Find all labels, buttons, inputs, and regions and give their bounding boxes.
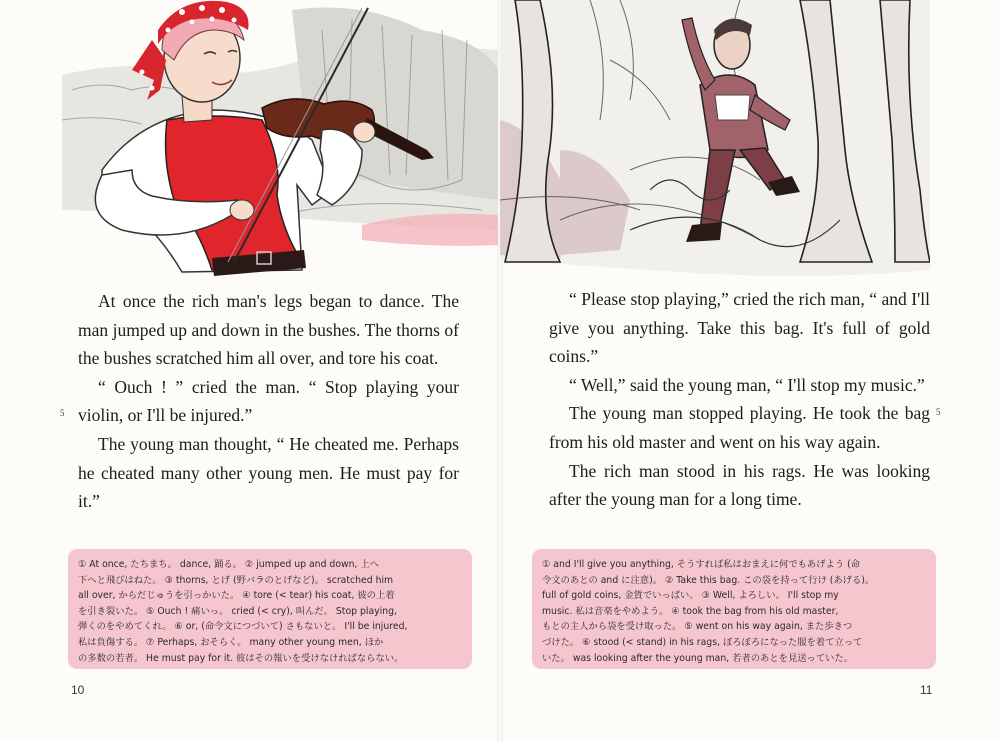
line-marker: 5 <box>936 407 941 417</box>
note-line: もとの主人から袋を受け取った。 ⑤ went on his way again, また歩きつ <box>542 621 853 633</box>
story-paragraph: The rich man stood in his rags. He was looking after the young man for a long time. <box>549 460 930 510</box>
story-paragraph: “ Well,” said the young man, “ I'll stop my music.” <box>569 374 925 395</box>
note-line: の多数の若者。 He must pay for it. 彼はその報いを受けなければならない。 <box>78 652 404 664</box>
note-line: 弾くのをやめてくれ。 ⑥ or, (命令文につづいて) さもないと。 I'll be injured, <box>78 621 408 633</box>
line-marker: 5 <box>60 408 65 418</box>
story-paragraph: The young man thought, “ He cheated me. Perhaps he cheated many other young men. He must pay for it.” <box>78 433 459 512</box>
story-paragraph: The young man stopped playing. He took the bag from his old master and went on his way again. <box>549 403 930 452</box>
story-text-left <box>78 287 459 516</box>
note-line: いた。 was looking after the young man, 若者のあとを見送っていた。 <box>542 652 854 664</box>
story-text-right <box>549 285 930 514</box>
note-line: を引き裂いた。 ⑤ Ouch ! 痛いっ。 cried (< cry), 叫んだ。 Stop playing, <box>78 605 398 617</box>
note-line: music. 私は音楽をやめよう。 ④ took the bag from his old master, <box>542 605 839 617</box>
illustration-violinist <box>62 0 498 280</box>
note-line: ① At once, たちまち。 dance, 踊る。 ② jumped up and down, 上へ <box>78 559 380 570</box>
page-number: 10 <box>71 683 85 697</box>
note-line: all over, からだじゅうを引っかいた。 ④ tore (< tear) his coat, 彼の上着 <box>78 590 395 602</box>
illustration-rich-man-dancing <box>500 0 930 282</box>
note-line: 私は負傷する。 ⑦ Perhaps, おそらく。 many other young men, ほか <box>78 636 384 648</box>
right-page <box>500 0 1000 742</box>
story-paragraph: “ Ouch ! ” cried the man. “ Stop playing your violin, or I'll be injured.” <box>78 376 459 426</box>
page-number: 11 <box>920 683 933 697</box>
vocabulary-notes-left <box>68 549 472 669</box>
vocabulary-notes-right <box>532 549 936 669</box>
note-line: full of gold coins, 金貨でいっぱい。 ③ Well, よろしい。 I'll stop my <box>542 590 839 602</box>
note-line: づけた。 ⑥ stood (< stand) in his rags, ぼろぼろになった服を着て立って <box>542 636 863 648</box>
note-line: 下へと飛びはねた。 ③ thorns, とげ (野バラのとげなど)。 scratched him <box>78 574 394 586</box>
note-line: 令文のあとの and に注意)。 ② Take this bag. この袋を持って行け (あげる)。 <box>542 574 875 586</box>
story-paragraph: At once the rich man's legs began to dance. The man jumped up and down in the bushes. The thorns of the bushes scratched him all over, and tore his coat. <box>78 291 459 369</box>
story-paragraph: “ Please stop playing,” cried the rich man, “ and I'll give you anything. Take this bag. It's full of gold coins.” <box>549 289 930 367</box>
note-line: ① and I'll give you anything, そうすれば私はおまえに何でもあげよう (命 <box>542 559 860 570</box>
